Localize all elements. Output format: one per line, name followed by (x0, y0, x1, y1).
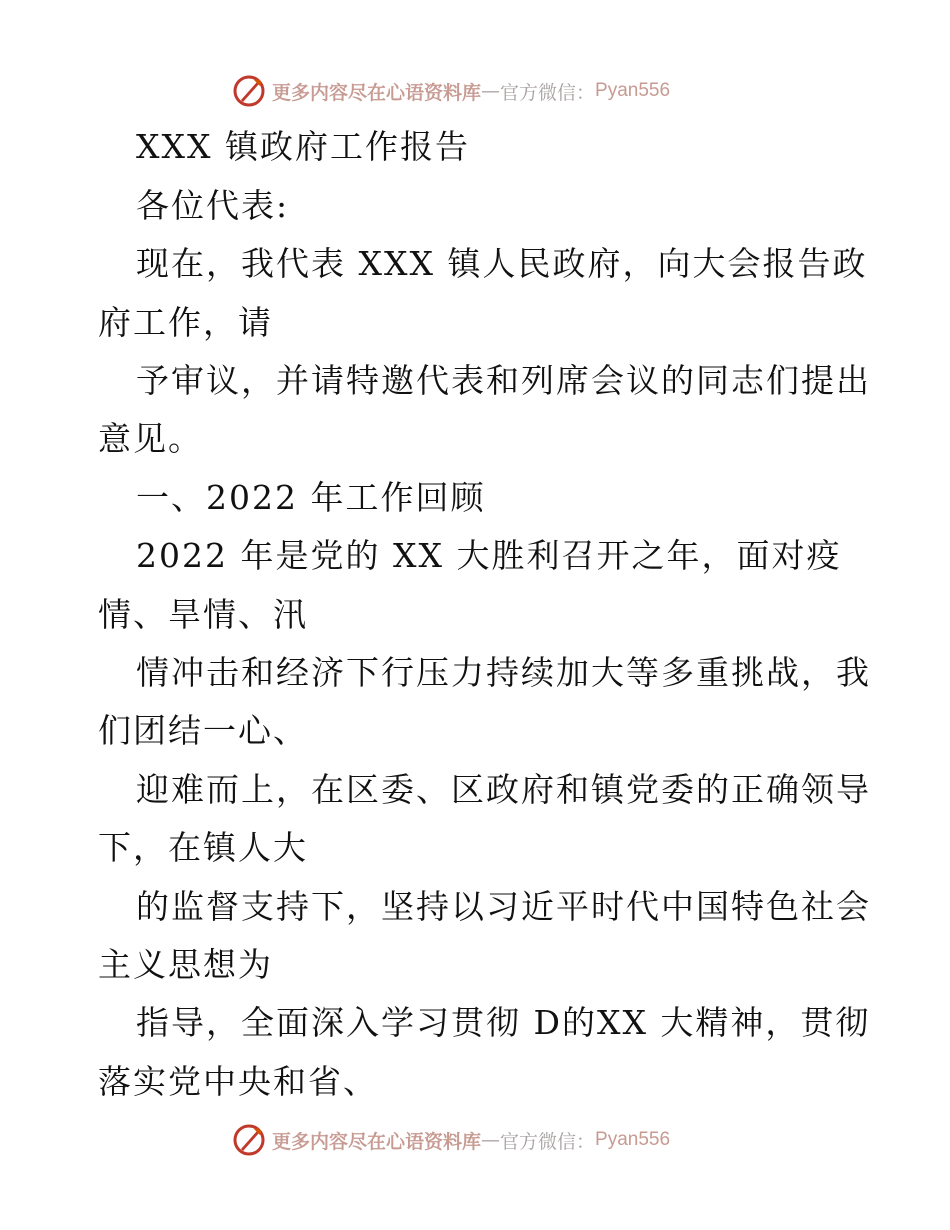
paragraph-line: 意见。 (98, 419, 203, 458)
paragraph-line: 指导，全面深入学习贯彻 D的XX 大精神，贯彻 (136, 1003, 871, 1042)
section-heading: 一、2022 年工作回顾 (136, 478, 486, 517)
watermark-sub-text: 官方微信： (500, 1130, 596, 1153)
paragraph-line: 情冲击和经济下行压力持续加大等多重挑战，我 (136, 653, 871, 692)
paragraph-line: 下，在镇人大 (98, 828, 308, 867)
watermark-separator: — (481, 1129, 501, 1151)
paragraph-line: 府工作，请 (98, 303, 273, 342)
paragraph-line: 予审议，并请特邀代表和列席会议的同志们提出 (136, 361, 871, 400)
watermark-id: Pyan556 (595, 80, 671, 101)
watermark-main-text: 更多内容尽在心语资料库 (272, 1130, 482, 1153)
watermark-sub-text: 官方微信： (500, 81, 596, 104)
paragraph-line: 迎难而上，在区委、区政府和镇党委的正确领导 (136, 770, 871, 809)
watermark-separator: — (481, 80, 501, 102)
salutation: 各位代表: (136, 186, 290, 225)
paragraph-line (136, 244, 867, 284)
quill-pen-circle-icon (232, 74, 266, 108)
quill-pen-circle-icon (232, 1123, 266, 1157)
paragraph-line: 的监督支持下，坚持以习近平时代中国特色社会 (136, 887, 871, 926)
paragraph-line: 落实党中央和省、 (98, 1062, 378, 1101)
paragraph-line: 2022 年是党的 XX 大胜利召开之年，面对疫 (136, 536, 842, 575)
watermark-footer (232, 1121, 670, 1159)
document-title: XXX 镇政府工作报告 (136, 127, 470, 166)
paragraph-line: 主义思想为 (98, 945, 273, 984)
paragraph-line: 情、旱情、汛 (98, 595, 308, 634)
text-segment: 现在，我代表 XXX 镇人民政府，向大会报告政 (136, 244, 868, 283)
watermark-id: Pyan556 (595, 1129, 671, 1150)
watermark-main-text: 更多内容尽在心语资料库 (272, 81, 482, 104)
paragraph-line: 们团结一心、 (98, 711, 308, 750)
watermark-header (232, 72, 670, 110)
